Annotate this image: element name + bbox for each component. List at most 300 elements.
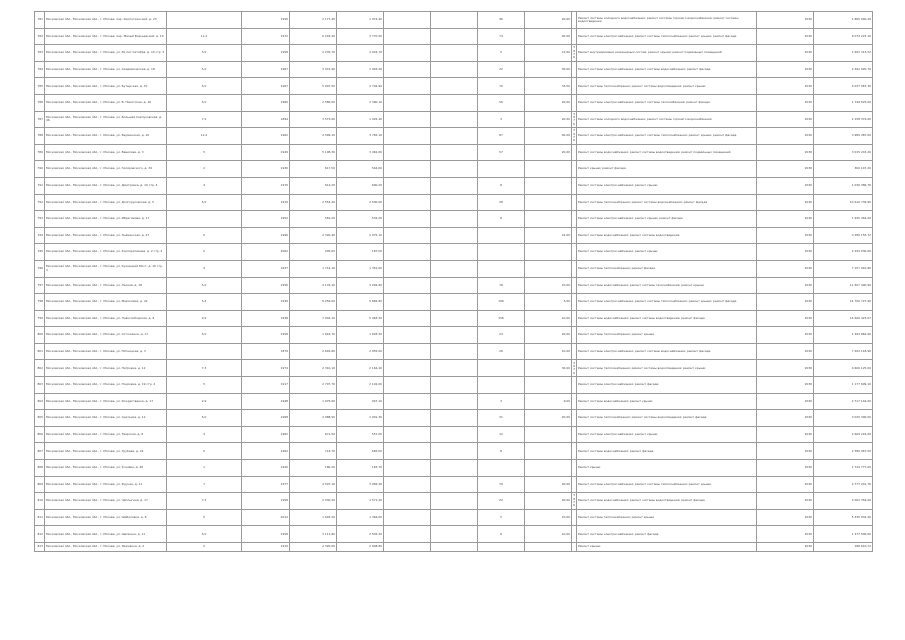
row-address: Московская обл., Московская обл., г. Москва, ул. Новослободская, д. 9: [45, 310, 167, 327]
row-number: 797: [35, 277, 45, 294]
row-area-total: 7 004,10: [290, 310, 337, 327]
row-address: Московская обл., Московская обл., г. Москва, ул. Петровка, д. 12: [45, 360, 167, 377]
table-row: [35, 144, 873, 161]
row-col-c: [384, 509, 431, 526]
row-cost: 1 865 040,20: [814, 12, 873, 29]
row-residents: 8: [478, 443, 525, 460]
row-work-list: Ремонт системы теплоснабжения; ремонт фасада: [577, 260, 757, 277]
row-number: 788: [35, 128, 45, 145]
row-col-d: [431, 476, 478, 493]
row-area-total: 1 616,70: [290, 327, 337, 344]
row-code: 7: [167, 476, 242, 493]
row-residents: 22: [478, 493, 525, 510]
row-address: Московская обл., Московская обл., г. Москва, ул. Фрунзе, д. 11: [45, 476, 167, 493]
row-rate: 20,00: [525, 493, 572, 510]
row-plan-year: 2030: [757, 294, 814, 311]
row-rate: 30,00: [525, 360, 572, 377]
row-code: 4: [167, 177, 242, 194]
row-work-list: Ремонт системы теплоснабжения; ремонт крыши: [577, 509, 757, 526]
row-residents: [478, 377, 525, 394]
row-cost: 1 177 699,10: [814, 377, 873, 394]
row-cost: 3 020 300,00: [814, 410, 873, 427]
row-rate: 21,00: [525, 45, 572, 62]
row-address: Московская обл., Московская обл., г. Москва, ул. 50 лет Октября, д. 10 стр. 5: [45, 45, 167, 62]
row-rate: 10,00: [525, 509, 572, 526]
row-work-list: Ремонт системы теплоснабжения; ремонт системы водоотведения; ремонт крыши: [577, 78, 757, 95]
row-rate: 20,00: [525, 476, 572, 493]
row-number: 781: [35, 12, 45, 29]
row-col-c: [384, 12, 431, 29]
row-code: 2,9: [167, 393, 242, 410]
row-rate: 22,00: [525, 227, 572, 244]
row-address: Московская обл., Московская обл., г. Москва, ул. Лесная, д. 18: [45, 277, 167, 294]
row-code: 5,0: [167, 94, 242, 111]
row-area-total: 6 203,40: [290, 28, 337, 45]
row-col-d: [431, 327, 478, 344]
row-col-d: [431, 343, 478, 360]
row-area-total: 3 573,00: [290, 111, 337, 128]
row-area-total: 1 075,00: [290, 393, 337, 410]
row-address: Московская обл., Московская обл., г. Москва, пер. Кропоткинский, д. 23: [45, 12, 167, 29]
row-plan-year: 2030: [757, 211, 814, 228]
row-address: Московская обл., Московская обл., г. Москва, ул. Кооперативная, д. 2 стр. 4: [45, 244, 167, 261]
row-residents: 79: [478, 476, 525, 493]
row-address: Московская обл., Московская обл., г. Москва, ул. Долгоруковская, д. 5: [45, 194, 167, 211]
row-area-living: 1 364,00: [337, 509, 384, 526]
row-area-living: 2 055,00: [337, 343, 384, 360]
row-number: 793: [35, 211, 45, 228]
row-cost: 3 015 243,20: [814, 144, 873, 161]
row-residents: 87: [478, 128, 525, 145]
row-col-g: 3976: [573, 360, 575, 375]
row-cost: 11 507 400,90: [814, 277, 873, 294]
row-work-list: Ремонт системы теплоснабжения; ремонт системы водоотведения; ремонт крыши: [577, 360, 757, 377]
row-residents: [478, 260, 525, 277]
row-number: 799: [35, 310, 45, 327]
row-cost: 2 380 967,00: [814, 443, 873, 460]
row-col-d: [431, 244, 478, 261]
row-number: 791: [35, 177, 45, 194]
table-row: [35, 393, 873, 410]
row-col-c: [384, 443, 431, 460]
row-residents: 8: [478, 177, 525, 194]
row-cost: 2 158 374,00: [814, 111, 873, 128]
row-col-d: [431, 426, 478, 443]
row-col-d: [431, 377, 478, 394]
row-code: 11,2: [167, 128, 242, 145]
row-cost: 3 280 155,72: [814, 227, 873, 244]
row-code: [167, 12, 242, 29]
row-address: Московская обл., Московская обл., г. Москва, ул. Трубная, д. 24: [45, 443, 167, 460]
row-year: 1917: [242, 377, 290, 394]
row-col-d: [431, 443, 478, 460]
row-work-list: Ремонт системы теплоснабжения; ремонт системы водоотведения; ремонт фасада: [577, 410, 757, 427]
row-plan-year: 2030: [757, 45, 814, 62]
row-area-living: 534,20: [337, 211, 384, 228]
row-plan-year: 2030: [757, 78, 814, 95]
table-row: [35, 128, 873, 145]
row-rate: 10,00: [525, 277, 572, 294]
row-cost: 4 606 125,00: [814, 360, 873, 377]
row-cost: 14 700 727,90: [814, 294, 873, 311]
row-code: 5: [167, 144, 242, 161]
row-plan-year: 2030: [757, 310, 814, 327]
table-row: [35, 111, 873, 128]
row-rate: 10,00: [525, 526, 572, 543]
row-col-d: [431, 177, 478, 194]
row-year: 1962: [242, 443, 290, 460]
table-row: [35, 260, 873, 277]
row-col-c: [384, 460, 431, 477]
row-code: 5,0: [167, 45, 242, 62]
row-area-living: 2 164,20: [337, 360, 384, 377]
row-code: 5,0: [167, 410, 242, 427]
row-residents: 3: [478, 393, 525, 410]
row-year: 1968: [242, 410, 290, 427]
row-residents: 24: [478, 327, 525, 344]
row-area-total: 2 030,20: [290, 493, 337, 510]
row-plan-year: 2030: [757, 111, 814, 128]
row-number: 808: [35, 460, 45, 477]
row-area-total: 2 707,70: [290, 377, 337, 394]
row-work-list: Ремонт системы водоснабжения; ремонт фасада: [577, 443, 757, 460]
row-col-d: [431, 543, 478, 552]
row-address: Московская обл., Московская обл., г. Москва, ул. Покровка, д. 19 стр. 2: [45, 377, 167, 394]
row-cost: 1 493 864,60: [814, 327, 873, 344]
row-code: 5,0: [167, 277, 242, 294]
row-work-list: Ремонт системы электроснабжения; ремонт фасада: [577, 377, 757, 394]
row-cost: 1 377 500,00: [814, 526, 873, 543]
row-area-living: 1 571,20: [337, 493, 384, 510]
row-cost: 2 392 020,70: [814, 61, 873, 78]
table-row: [35, 244, 873, 261]
row-col-c: [384, 426, 431, 443]
row-area-living: 1 974,40: [337, 12, 384, 29]
row-col-g: 3976: [573, 128, 575, 143]
row-rate: [525, 377, 572, 394]
row-number: 798: [35, 294, 45, 311]
row-col-c: [384, 410, 431, 427]
row-work-list: Ремонт крыши: [577, 460, 757, 477]
row-address: Московская обл., Московская обл., г. Москва, ул. Академическая, д. 18: [45, 61, 167, 78]
row-cost: 1 693 313,52: [814, 45, 873, 62]
row-year: 1937: [242, 260, 290, 277]
row-residents: 57: [478, 144, 525, 161]
row-col-c: [384, 28, 431, 45]
table-row: [35, 194, 873, 211]
row-address: Московская обл., Московская обл., г. Москва, ул. Бутырская, д. 70: [45, 78, 167, 95]
row-year: 1958: [242, 327, 290, 344]
row-year: 1930: [242, 161, 290, 178]
row-col-c: [384, 493, 431, 510]
table-body: [35, 12, 873, 552]
row-col-c: [384, 476, 431, 493]
row-number: 809: [35, 476, 45, 493]
row-col-d: [431, 460, 478, 477]
row-col-c: [384, 177, 431, 194]
row-col-c: [384, 161, 431, 178]
row-residents: 18: [478, 277, 525, 294]
row-cost: 5 330 932,40: [814, 509, 873, 526]
row-col-c: [384, 227, 431, 244]
row-area-total: 617,50: [290, 161, 337, 178]
row-col-c: [384, 78, 431, 95]
row-cost: 7 202 118,90: [814, 343, 873, 360]
row-col-d: [431, 111, 478, 128]
row-work-list: Ремонт системы электроснабжения; ремонт крыши: [577, 244, 757, 261]
row-year: 2002: [242, 244, 290, 261]
row-col-d: [431, 493, 478, 510]
row-area-living: 2 704,90: [337, 78, 384, 95]
row-year: 1974: [242, 360, 290, 377]
row-number: 785: [35, 78, 45, 95]
table-row: [35, 327, 873, 344]
row-year: 1920: [242, 460, 290, 477]
row-area-total: 5 097,50: [290, 78, 337, 95]
row-col-c: [384, 94, 431, 111]
row-code: 2: [167, 543, 242, 552]
row-col-c: [384, 211, 431, 228]
row-area-living: 600,20: [337, 177, 384, 194]
row-area-living: 5 865,80: [337, 294, 384, 311]
row-address: Московская обл., Московская обл., г. Москва, ул. Сретенка, д. 12: [45, 410, 167, 427]
row-number: 784: [35, 61, 45, 78]
row-year: 1958: [242, 493, 290, 510]
row-residents: [478, 244, 525, 261]
table-row: [35, 211, 873, 228]
row-year: 1939: [242, 294, 290, 311]
row-address: Московская обл., Московская обл., г. Москва, ул. Рождественка, д. 17: [45, 393, 167, 410]
row-address: Московская обл., Московская обл., г. Москва, ул. Остоженка, д. 17: [45, 327, 167, 344]
row-plan-year: 2030: [757, 543, 814, 552]
row-area-total: 2 177,40: [290, 12, 337, 29]
table-row: [35, 360, 873, 377]
row-number: 804: [35, 393, 45, 410]
row-year: 1958: [242, 526, 290, 543]
row-area-total: 4 509,10: [290, 128, 337, 145]
row-number: 800: [35, 327, 45, 344]
row-code: [167, 343, 242, 360]
row-area-total: 671,50: [290, 426, 337, 443]
row-col-g: 3976: [573, 45, 575, 60]
row-area-living: 665,00: [337, 443, 384, 460]
table-row: [35, 310, 873, 327]
row-col-c: [384, 294, 431, 311]
row-year: 1958: [242, 45, 290, 62]
row-col-d: [431, 260, 478, 277]
row-col-d: [431, 94, 478, 111]
row-year: 1956: [242, 277, 290, 294]
table-row: [35, 476, 873, 493]
row-address: Московская обл., Московская обл., г. Москва, ул. Щепкина, д. 11: [45, 526, 167, 543]
row-col-d: [431, 227, 478, 244]
table-row: [35, 493, 873, 510]
row-area-total: 4 507,10: [290, 476, 337, 493]
row-year: 1956: [242, 12, 290, 29]
row-number: 813: [35, 543, 45, 552]
row-area-living: 2 043,70: [337, 45, 384, 62]
row-work-list: Ремонт системы электроснабжения; ремонт системы теплоснабжения; ремонт крыши: [577, 476, 757, 493]
table-row: [35, 410, 873, 427]
row-code: 5,0: [167, 194, 242, 211]
row-work-list: Ремонт системы водоснабжения; ремонт системы газоснабжения; ремонт крыши: [577, 277, 757, 294]
row-code: 5,0: [167, 61, 242, 78]
row-work-list: Ремонт системы электроснабжения; ремонт крыши: [577, 426, 757, 443]
row-code: 5,0: [167, 78, 242, 95]
row-area-total: 2 320,00: [290, 543, 337, 552]
row-residents: [478, 227, 525, 244]
row-code: 1: [167, 460, 242, 477]
row-col-c: [384, 543, 431, 552]
row-cost: 2 609 224,00: [814, 426, 873, 443]
row-work-list: Ремонт системы водоснабжения; ремонт системы водоотведения; ремонт подвальных помещений: [577, 144, 757, 161]
row-number: 810: [35, 493, 45, 510]
row-work-list: Ремонт системы водоснабжения; ремонт крыши: [577, 393, 757, 410]
row-year: 1970: [242, 177, 290, 194]
row-year: 1938: [242, 310, 290, 327]
row-year: 1962: [242, 128, 290, 145]
row-col-c: [384, 61, 431, 78]
row-area-living: 187,00: [337, 244, 384, 261]
row-plan-year: 2030: [757, 360, 814, 377]
row-plan-year: 2030: [757, 244, 814, 261]
row-area-total: 5 108,30: [290, 144, 337, 161]
row-area-living: 1 425,40: [337, 111, 384, 128]
row-plan-year: 2030: [757, 410, 814, 427]
row-area-total: 2 553,20: [290, 194, 337, 211]
row-residents: 5: [478, 45, 525, 62]
row-number: 787: [35, 111, 45, 128]
row-year: 1962: [242, 426, 290, 443]
row-address: Московская обл., Московская обл., г. Москва, пер. Малый Власьевский, д. 10: [45, 28, 167, 45]
row-plan-year: 2030: [757, 94, 814, 111]
row-col-c: [384, 144, 431, 161]
row-plan-year: 2030: [757, 260, 814, 277]
row-col-c: [384, 526, 431, 543]
row-plan-year: 2030: [757, 277, 814, 294]
row-residents: 3: [478, 111, 525, 128]
row-col-c: [384, 45, 431, 62]
row-rate: 20,00: [525, 94, 572, 111]
row-residents: 70: [478, 78, 525, 95]
row-area-total: 1 714,10: [290, 260, 337, 277]
row-number: 805: [35, 410, 45, 427]
row-rate: 20,00: [525, 12, 572, 29]
table-row: [35, 443, 873, 460]
row-work-list: Ремонт системы холодного водоснабжения; ремонт системы горячего водоснабжения; ремонт системы водоотведения: [577, 12, 757, 29]
row-work-list: Ремонт системы электроснабжения; ремонт системы теплоснабжения; ремонт крыши; ремонт фасада: [577, 28, 757, 45]
row-col-d: [431, 277, 478, 294]
row-cost: 7 157 910,80: [814, 260, 873, 277]
row-plan-year: 2030: [757, 12, 814, 29]
row-year: 1894: [242, 111, 290, 128]
row-work-list: Ремонт системы электроснабжения; ремонт системы теплоснабжения; ремонт крыши; ремонт фасада: [577, 294, 757, 311]
row-col-d: [431, 410, 478, 427]
row-rate: 5,00: [525, 294, 572, 311]
row-rate: 10,00: [525, 310, 572, 327]
row-address: Московская обл., Московская обл., г. Москва, ул. Бауманская, д. 10: [45, 128, 167, 145]
row-number: 790: [35, 161, 45, 178]
row-area-living: 557,00: [337, 426, 384, 443]
row-plan-year: 2030: [757, 426, 814, 443]
row-work-list: Ремонт системы электроснабжения; ремонт крыши; ремонт фасада: [577, 211, 757, 228]
row-year: 1949: [242, 144, 290, 161]
row-code: 11,2: [167, 28, 242, 45]
table-row: [35, 377, 873, 394]
row-number: 795: [35, 244, 45, 261]
row-address: Московская обл., Московская обл., г. Москва, ул. Пятницкая, д. 3: [45, 343, 167, 360]
row-residents: [478, 460, 525, 477]
row-year: 1979: [242, 194, 290, 211]
row-col-d: [431, 28, 478, 45]
table-row: [35, 28, 873, 45]
row-address: Московская обл., Московская обл., г. Москва, ул. Знаменская, д. 27: [45, 227, 167, 244]
row-col-d: [431, 294, 478, 311]
row-plan-year: 2030: [757, 161, 814, 178]
table-row: [35, 277, 873, 294]
row-code: [167, 211, 242, 228]
row-residents: 28: [478, 194, 525, 211]
table-row: [35, 45, 873, 62]
row-code: 2: [167, 161, 242, 178]
row-residents: 74: [478, 28, 525, 45]
row-rate: [525, 443, 572, 460]
row-address: Московская обл., Московская обл., г. Москва, ул. Чаплыгина, д. 17: [45, 493, 167, 510]
row-col-d: [431, 310, 478, 327]
row-residents: 22: [478, 61, 525, 78]
row-residents: 12: [478, 426, 525, 443]
row-work-list: Ремонт крыши: [577, 543, 757, 552]
register-sheet: [34, 11, 872, 552]
row-cost: 3 989 487,00: [814, 128, 873, 145]
row-area-living: 2 048,80: [337, 543, 384, 552]
row-number: 812: [35, 526, 45, 543]
row-area-total: 2 691,60: [290, 343, 337, 360]
row-work-list: Ремонт системы водоснабжения; ремонт системы водоотведения; ремонт фасада: [577, 310, 757, 327]
row-rate: [525, 543, 572, 552]
row-year: 2012: [242, 509, 290, 526]
row-area-total: 2 088,50: [290, 410, 337, 427]
row-residents: [478, 543, 525, 552]
row-work-list: Ремонт системы электроснабжения; ремонт фасада: [577, 526, 757, 543]
row-address: Московская обл., Московская обл., г. Москва, ул. Тверская, д. 8: [45, 426, 167, 443]
row-residents: 6: [478, 526, 525, 543]
row-residents: [478, 360, 525, 377]
row-work-list: Ремонт системы электроснабжения; ремонт системы водоснабжения; ремонт фасада: [577, 343, 757, 360]
row-address: Московская обл., Московская обл., г. Москва, ул. Шаболовка, д. 8: [45, 509, 167, 526]
row-residents: 156: [478, 310, 525, 327]
row-rate: 30,00: [525, 61, 572, 78]
row-address: Московская обл., Московская обл., г. Москва, ул. Якиманка, д. 2: [45, 543, 167, 552]
row-code: 5: [167, 509, 242, 526]
row-work-list: Ремонт внутридомовых инженерных систем; ремонт крыши; ремонт подвальных помещений: [577, 45, 757, 62]
row-rate: [525, 260, 572, 277]
row-number: 782: [35, 28, 45, 45]
row-address: Московская обл., Московская обл., г. Москва, ул. Усачёва, д. 40: [45, 460, 167, 477]
row-number: 789: [35, 144, 45, 161]
row-rate: 20,00: [525, 144, 572, 161]
row-plan-year: 2030: [757, 377, 814, 394]
row-area-total: 714,70: [290, 443, 337, 460]
row-area-total: 180,20: [290, 460, 337, 477]
row-code: 5,2: [167, 294, 242, 311]
row-rate: 40,00: [525, 28, 572, 45]
row-rate: [525, 177, 572, 194]
row-year: 1979: [242, 543, 290, 552]
row-col-c: [384, 260, 431, 277]
row-area-total: 3 072,90: [290, 61, 337, 78]
table-row: [35, 177, 873, 194]
